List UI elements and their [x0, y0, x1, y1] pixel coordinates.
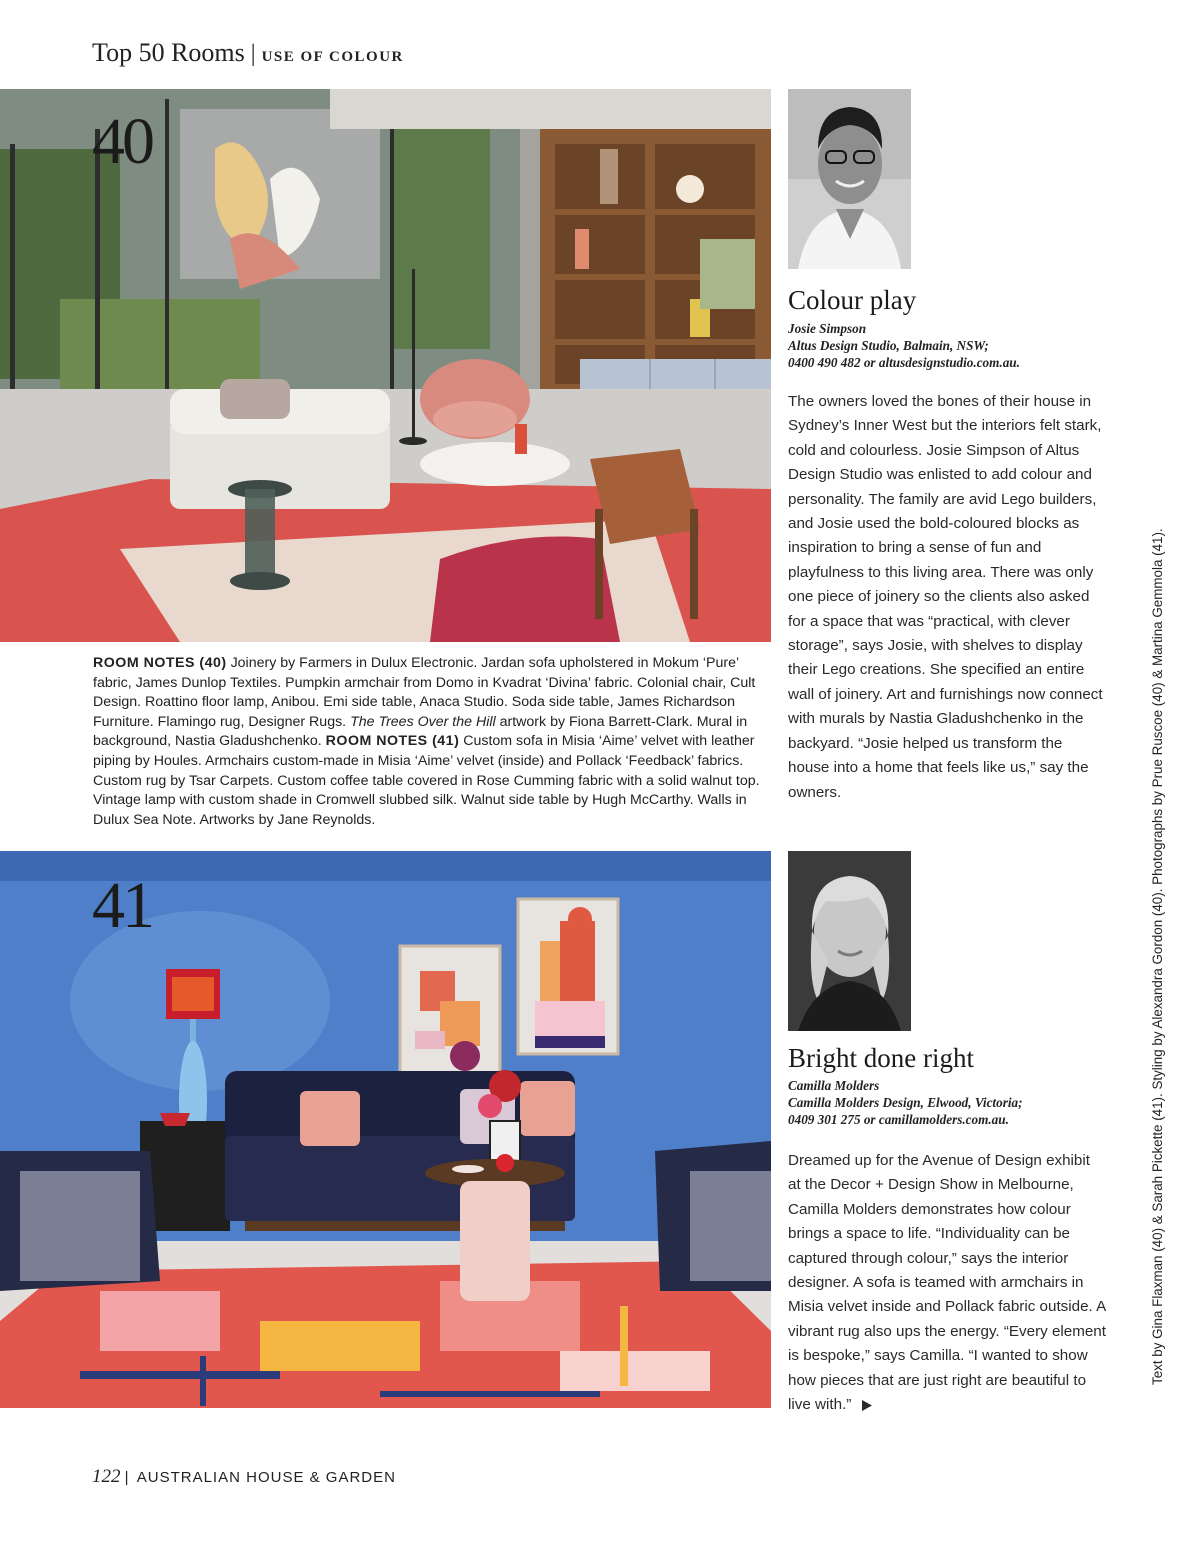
- josie-simpson-portrait: [788, 89, 911, 269]
- room-40-credit: [788, 320, 1108, 371]
- room-notes-40-text-a: Joinery by Farmers in Dulux Electronic. Jardan sofa upholstered in Mokum ‘Pure’ fabric, James Dunlop Textiles. Pumpkin armchair from Domo in Kvadrat ‘Divina’ fabric. Colonial chair, Cult Design. Roattino floor lamp, Anibou. Emi side table, Anaca Studio. Soda side table, James Richardson Furniture. Flamingo rug, Designer Rugs.: [93, 655, 756, 730]
- room-notes-41-text: Custom sofa in Misia ‘Aime’ velvet with leather piping by Houles. Armchairs custom-made in Misia ‘Aime’ velvet (inside) and Pollack ‘Feedback’ fabrics. Custom rug by Tsar Carpets. Custom coffee table covered in Rose Cumming fabric with a solid walnut top. Vintage lamp with custom shade in Cromwell slubbed silk. Walnut side table by Hugh McCarthy. Walls in Dulux Sea Note. Artworks by Jane Reynolds.: [93, 733, 760, 828]
- room-40-contact: 0400 490 482 or altusdesignstudio.com.au.: [788, 355, 1020, 370]
- room-41-contact: 0409 301 275 or camillamolders.com.au.: [788, 1112, 1009, 1127]
- room-notes-40-text-b: artwork by Fiona Barrett-Clark. Mural in background, Nastia Gladushchenko.: [93, 713, 748, 750]
- room-40-studio: Altus Design Studio, Balmain, NSW;: [788, 338, 989, 353]
- room-41-studio: Camilla Molders Design, Elwood, Victoria;: [788, 1095, 1023, 1110]
- room-notes-41-label: ROOM NOTES (41): [325, 733, 460, 750]
- side-credit: Text by Gina Flaxman (40) & Sarah Pickette (41). Styling by Alexandra Gordon (40). Photographs by Prue Ruscoe (40) & Martina Gemmola (41).: [1150, 528, 1165, 1385]
- footer-separator: |: [124, 1469, 129, 1486]
- room-41-body: Dreamed up for the Avenue of Design exhibit at the Decor + Design Show in Melbourne, Camilla Molders demonstrates how colour brings a space to life. “Individuality can be captured through colour,” says the interior designer. A sofa is teamed with armchairs in Misia velvet inside and Pollack fabric outside. A vibrant rug also ups the energy. “Every element is bespoke,” says Camilla. “I wanted to show how pieces that are just right are beautiful to live with.”: [788, 1152, 1106, 1414]
- magazine-name: AUSTRALIAN HOUSE & GARDEN: [136, 1469, 396, 1486]
- room-40-body: The owners loved the bones of their house in Sydney’s Inner West but the interiors felt stark, cold and colourless. Josie Simpson of Altus Design Studio was enlisted to add colour and personality. The family are avid Lego builders, and Josie used the bold-coloured blocks as inspiration to bring a sense of fun and playfulness to this living area. There was only one piece of joinery so the clients also asked for a space that was “practical, with clever storage”, says Josie, with shelves to display their Lego creations. She specified an entire wall of joinery. Art and furnishings now connect with murals by Nastia Gladushchenko in the backyard. “Josie helped us transform the house into a home that feels like us,” say the owners.: [788, 393, 1103, 801]
- header-section: USE OF COLOUR: [261, 49, 404, 65]
- room-40-title: Colour play: [788, 285, 917, 315]
- room-41-designer: Camilla Molders: [788, 1078, 880, 1093]
- play-triangle-icon: [862, 1400, 872, 1411]
- page-footer: [92, 1466, 396, 1488]
- room-41-body-wrap: [788, 1149, 1106, 1417]
- header-title: Top 50 Rooms: [92, 38, 245, 67]
- running-header: [92, 38, 404, 68]
- room-40-designer: Josie Simpson: [788, 321, 867, 336]
- room-41-title: Bright done right: [788, 1043, 974, 1073]
- header-separator: |: [250, 41, 256, 67]
- room-41-number: 41: [92, 869, 152, 942]
- room-notes-40-artwork: The Trees Over the Hill: [350, 713, 496, 730]
- room-notes: [93, 654, 763, 830]
- room-notes-40-label: ROOM NOTES (40): [93, 655, 227, 671]
- room-41-credit: [788, 1077, 1108, 1128]
- page-number: 122: [92, 1466, 121, 1487]
- camilla-molders-portrait: [788, 851, 911, 1031]
- room-40-number: 40: [92, 105, 152, 178]
